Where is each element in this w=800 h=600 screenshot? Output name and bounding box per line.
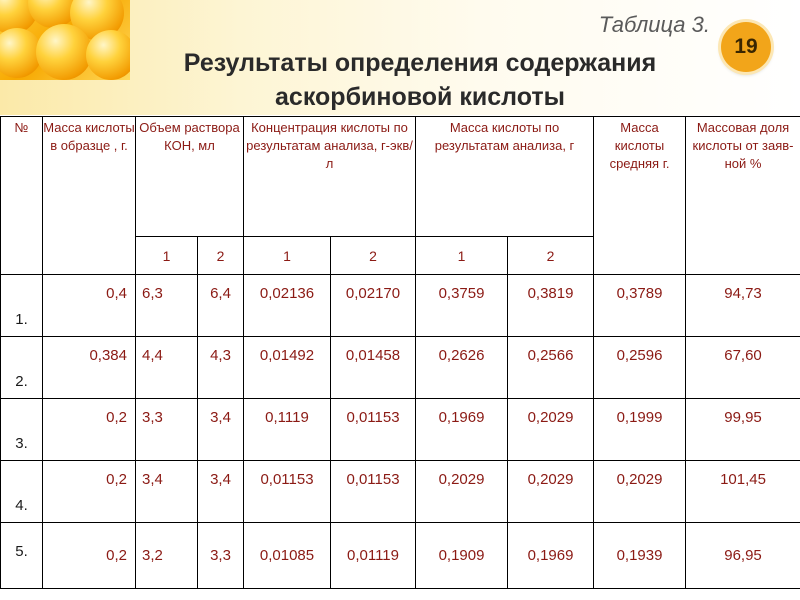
cell-volume-2: 3,4: [198, 461, 244, 523]
header-mass-fraction: Массовая доля кислоты от заяв-ной %: [686, 117, 800, 275]
cell-volume-1: 3,2: [136, 523, 198, 589]
header-mass-sample: Масса кислоты в образце , г.: [43, 117, 136, 275]
subheader-volume-2: 2: [198, 237, 244, 275]
title-line-1: Результаты определения содержания: [183, 49, 657, 77]
cell-mass: 0,2: [43, 399, 136, 461]
cell-volume-1: 6,3: [136, 275, 198, 337]
cell-mass-2: 0,1969: [508, 523, 594, 589]
cell-conc-1: 0,1119: [244, 399, 331, 461]
cell-conc-1: 0,01492: [244, 337, 331, 399]
cell-mass: 0,2: [43, 523, 136, 589]
header-number: №: [1, 117, 43, 275]
cell-conc-2: 0,01119: [331, 523, 416, 589]
cell-volume-2: 3,3: [198, 523, 244, 589]
cell-volume-2: 3,4: [198, 399, 244, 461]
row-number: 4.: [1, 461, 43, 523]
subheader-conc-1: 1: [244, 237, 331, 275]
cell-conc-2: 0,01153: [331, 399, 416, 461]
cell-conc-1: 0,02136: [244, 275, 331, 337]
cell-mass-average: 0,2596: [594, 337, 686, 399]
cell-mass-fraction: 96,95: [686, 523, 800, 589]
title-line-2: аскорбиновой кислоты: [275, 83, 565, 111]
cell-mass: 0,4: [43, 275, 136, 337]
cell-volume-1: 3,4: [136, 461, 198, 523]
cell-mass-average: 0,3789: [594, 275, 686, 337]
cell-mass-fraction: 99,95: [686, 399, 800, 461]
header-banner: [0, 0, 800, 115]
cell-mass-2: 0,2566: [508, 337, 594, 399]
cell-mass-fraction: 101,45: [686, 461, 800, 523]
header-concentration: Концентрация кислоты по результатам анализа, г-экв/л: [244, 117, 416, 237]
row-number: 3.: [1, 399, 43, 461]
row-number: 2.: [1, 337, 43, 399]
table-row: [1, 523, 800, 589]
cell-mass-fraction: 94,73: [686, 275, 800, 337]
table-row: [1, 399, 800, 461]
cell-mass-1: 0,2626: [416, 337, 508, 399]
subheader-conc-2: 2: [331, 237, 416, 275]
header-koh-volume: Объем раствора КОН, мл: [136, 117, 244, 237]
cell-mass-average: 0,1999: [594, 399, 686, 461]
subheader-volume-1: 1: [136, 237, 198, 275]
cell-conc-2: 0,01458: [331, 337, 416, 399]
table-row: [1, 461, 800, 523]
cell-mass-average: 0,1939: [594, 523, 686, 589]
cell-mass-2: 0,2029: [508, 399, 594, 461]
cell-mass-average: 0,2029: [594, 461, 686, 523]
cell-conc-1: 0,01153: [244, 461, 331, 523]
cell-mass-2: 0,3819: [508, 275, 594, 337]
cell-volume-2: 6,4: [198, 275, 244, 337]
cell-volume-1: 4,4: [136, 337, 198, 399]
cell-conc-1: 0,01085: [244, 523, 331, 589]
cell-mass-1: 0,2029: [416, 461, 508, 523]
cell-mass-1: 0,3759: [416, 275, 508, 337]
decorative-photo: [0, 0, 130, 80]
cell-mass-1: 0,1909: [416, 523, 508, 589]
cell-mass-fraction: 67,60: [686, 337, 800, 399]
table-caption: Таблица 3.: [598, 12, 710, 37]
cell-mass: 0,2: [43, 461, 136, 523]
cell-volume-2: 4,3: [198, 337, 244, 399]
row-number: 5.: [1, 523, 43, 589]
results-table: [0, 116, 800, 589]
header-mass-result: Масса кислоты по результатам анализа, г: [416, 117, 594, 237]
cell-conc-2: 0,02170: [331, 275, 416, 337]
table-row: [1, 337, 800, 399]
cell-volume-1: 3,3: [136, 399, 198, 461]
cell-mass-1: 0,1969: [416, 399, 508, 461]
subheader-mass-1: 1: [416, 237, 508, 275]
header-mass-average: Масса кислоты средняя г.: [594, 117, 686, 275]
row-number: 1.: [1, 275, 43, 337]
subheader-mass-2: 2: [508, 237, 594, 275]
cell-mass-2: 0,2029: [508, 461, 594, 523]
cell-conc-2: 0,01153: [331, 461, 416, 523]
table-row: [1, 275, 800, 337]
cell-mass: 0,384: [43, 337, 136, 399]
page-number-badge: 19: [721, 22, 771, 72]
page-title: [120, 46, 720, 114]
